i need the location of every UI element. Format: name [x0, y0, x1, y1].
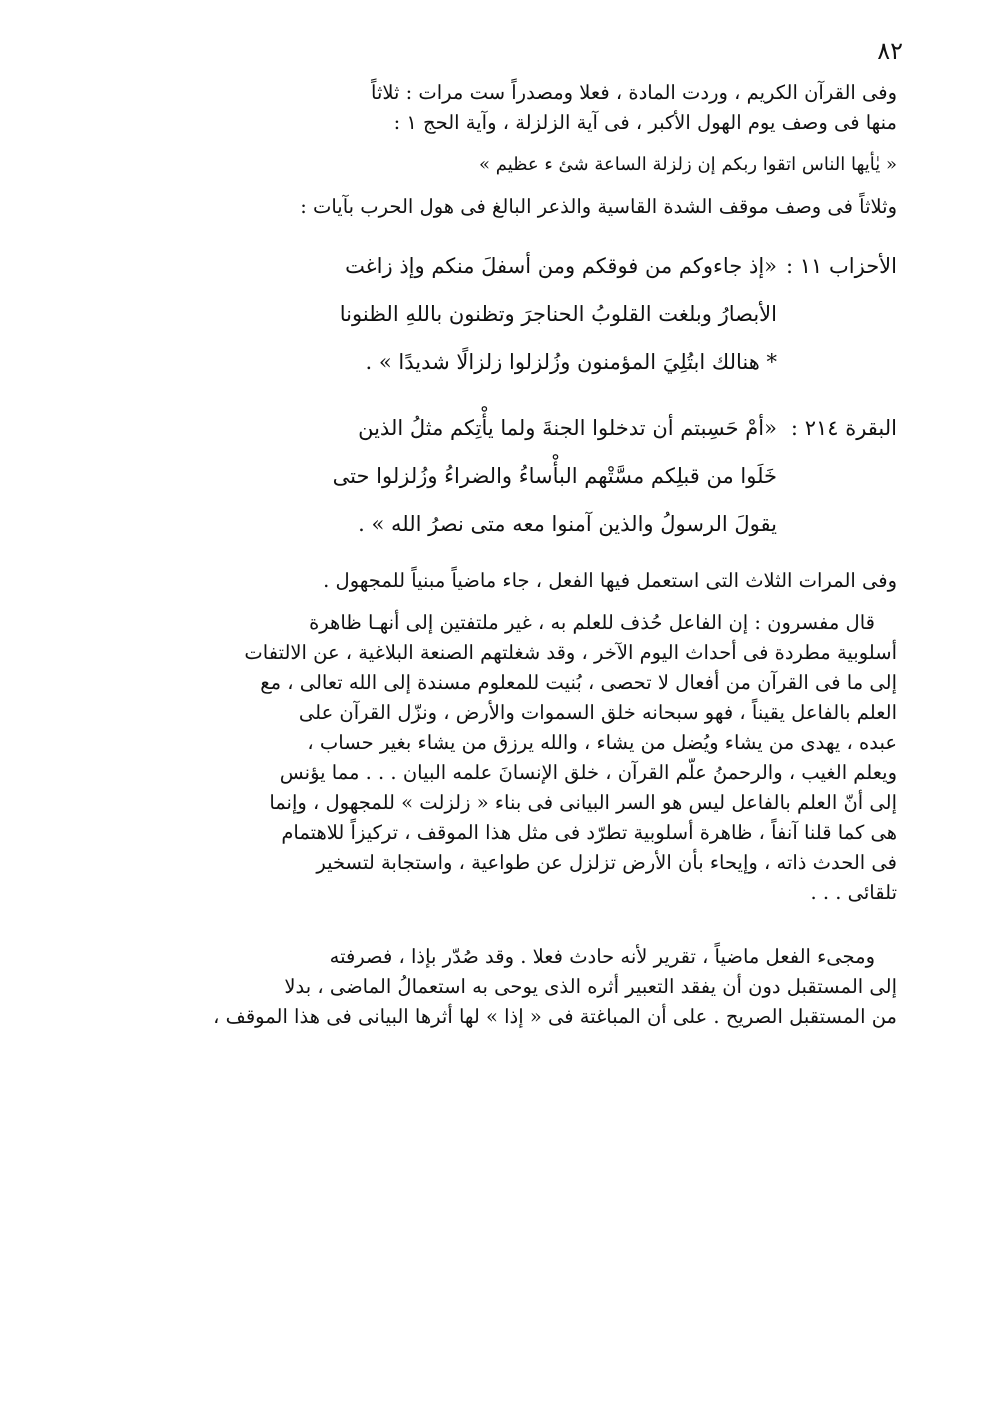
quote-line: * هنالك ابتُلِيَ المؤمنون وزُلزلوا زلزالًا شديدًا » . [365, 350, 777, 374]
page-number: ٨٢ [877, 37, 903, 65]
text-line: أسلوبية مطردة فى أحداث اليوم الآخر ، وقد شغلتهم الصنعة البلاغية ، عن الالتفات [244, 641, 897, 664]
text-line: فى الحدث ذاته ، وإيحاء بأن الأرض تزلزل عن طواعية ، واستجابة لتسخير [316, 851, 897, 874]
paragraph-passive [160, 566, 897, 596]
quote-ahzab [160, 242, 897, 386]
quote-line: «أمْ حَسِبتم أن تدخلوا الجنةَ ولما يأْتِكم مثلُ الذين [358, 416, 777, 440]
quote-line: «إذ جاءوكم من فوقكم ومن أسفلَ منكم وإذ زاغت [345, 254, 777, 278]
text-line: العلم بالفاعل يقيناً ، فهو سبحانه خلق السموات والأرض ، ونزّل القرآن على [298, 701, 897, 724]
text-line: تلقائى . . . [810, 881, 897, 904]
quote-line: يقولَ الرسولُ والذين آمنوا معه متى نصرُ الله » . [358, 512, 777, 536]
text-line: إلى المستقبل دون أن يفقد التعبير أثره الذى يوحى به استعمالُ الماضى ، بدلا [284, 975, 897, 998]
text-line: منها فى وصف يوم الهول الأكبر ، فى آية الزلزلة ، وآية الحج ١ : [393, 111, 897, 134]
quote-body [160, 404, 777, 548]
text-line: وثلاثاً فى وصف موقف الشدة القاسية والذعر البالغ فى هول الحرب بآيات : [300, 195, 897, 218]
verse-line: « يٰأيها الناس اتقوا ربكم إن زلزلة الساعة شئ ء عظيم » [478, 154, 897, 175]
text-line: وفى القرآن الكريم ، وردت المادة ، فعلا ومصدراً ست مرات : ثلاثاً [371, 81, 897, 104]
text-line: ومجىء الفعل ماضياً ، تقرير لأنه حادث فعلا . وقد صُدّر بإذا ، فصرفته [329, 945, 875, 968]
quote-reference: البقرة ٢١٤ : [790, 416, 897, 440]
paragraph-three-verses [160, 192, 897, 222]
quote-baqara [160, 404, 897, 548]
text-line: ويعلم الغيب ، والرحمنُ علّم القرآن ، خلق الإنسانَ علمه البيان . . . مما يؤنس [279, 761, 897, 784]
text-line: إلى أنّ العلم بالفاعل ليس هو السر البيانى فى بناء « زلزلت » للمجهول ، وإنما [269, 791, 897, 814]
text-line: إلى ما فى القرآن من أفعال لا تحصى ، بُنيت للمعلوم مسندة إلى الله تعالى ، مع [260, 671, 897, 694]
text-line: وفى المرات الثلاث التى استعمل فيها الفعل ، جاء ماضياً مبنياً للمجهول . [323, 569, 897, 592]
text-line: من المستقبل الصريح . على أن المباغتة فى « إذا » لها أثرها البيانى فى هذا الموقف ، [213, 1005, 897, 1028]
quote-line: الأبصارُ وبلغت القلوبُ الحناجرَ وتظنون باللهِ الظنونا [339, 302, 777, 326]
paragraph-past-tense [160, 942, 897, 1032]
text-line: قال مفسرون : إن الفاعل حُذف للعلم به ، غير ملتفتين إلى أنهـا ظاهرة [309, 611, 875, 634]
text-line: هى كما قلنا آنفاً ، ظاهرة أسلوبية تطرّد فى مثل هذا الموقف ، تركيزاً للاهتمام [281, 821, 897, 844]
quote-reference: الأحزاب ١١ : [786, 254, 897, 278]
verse-hajj [160, 150, 897, 180]
text-line: عبده ، يهدى من يشاء ويُضل من يشاء ، والله يرزق من يشاء بغير حساب ، [307, 731, 897, 754]
paragraph-intro [160, 78, 897, 138]
quote-line: خَلَوا من قبلِكم مسَّتْهم البأْساءُ والضراءُ وزُلزلوا حتى [332, 464, 777, 488]
quote-body [160, 242, 777, 386]
paragraph-commentators [160, 608, 897, 908]
